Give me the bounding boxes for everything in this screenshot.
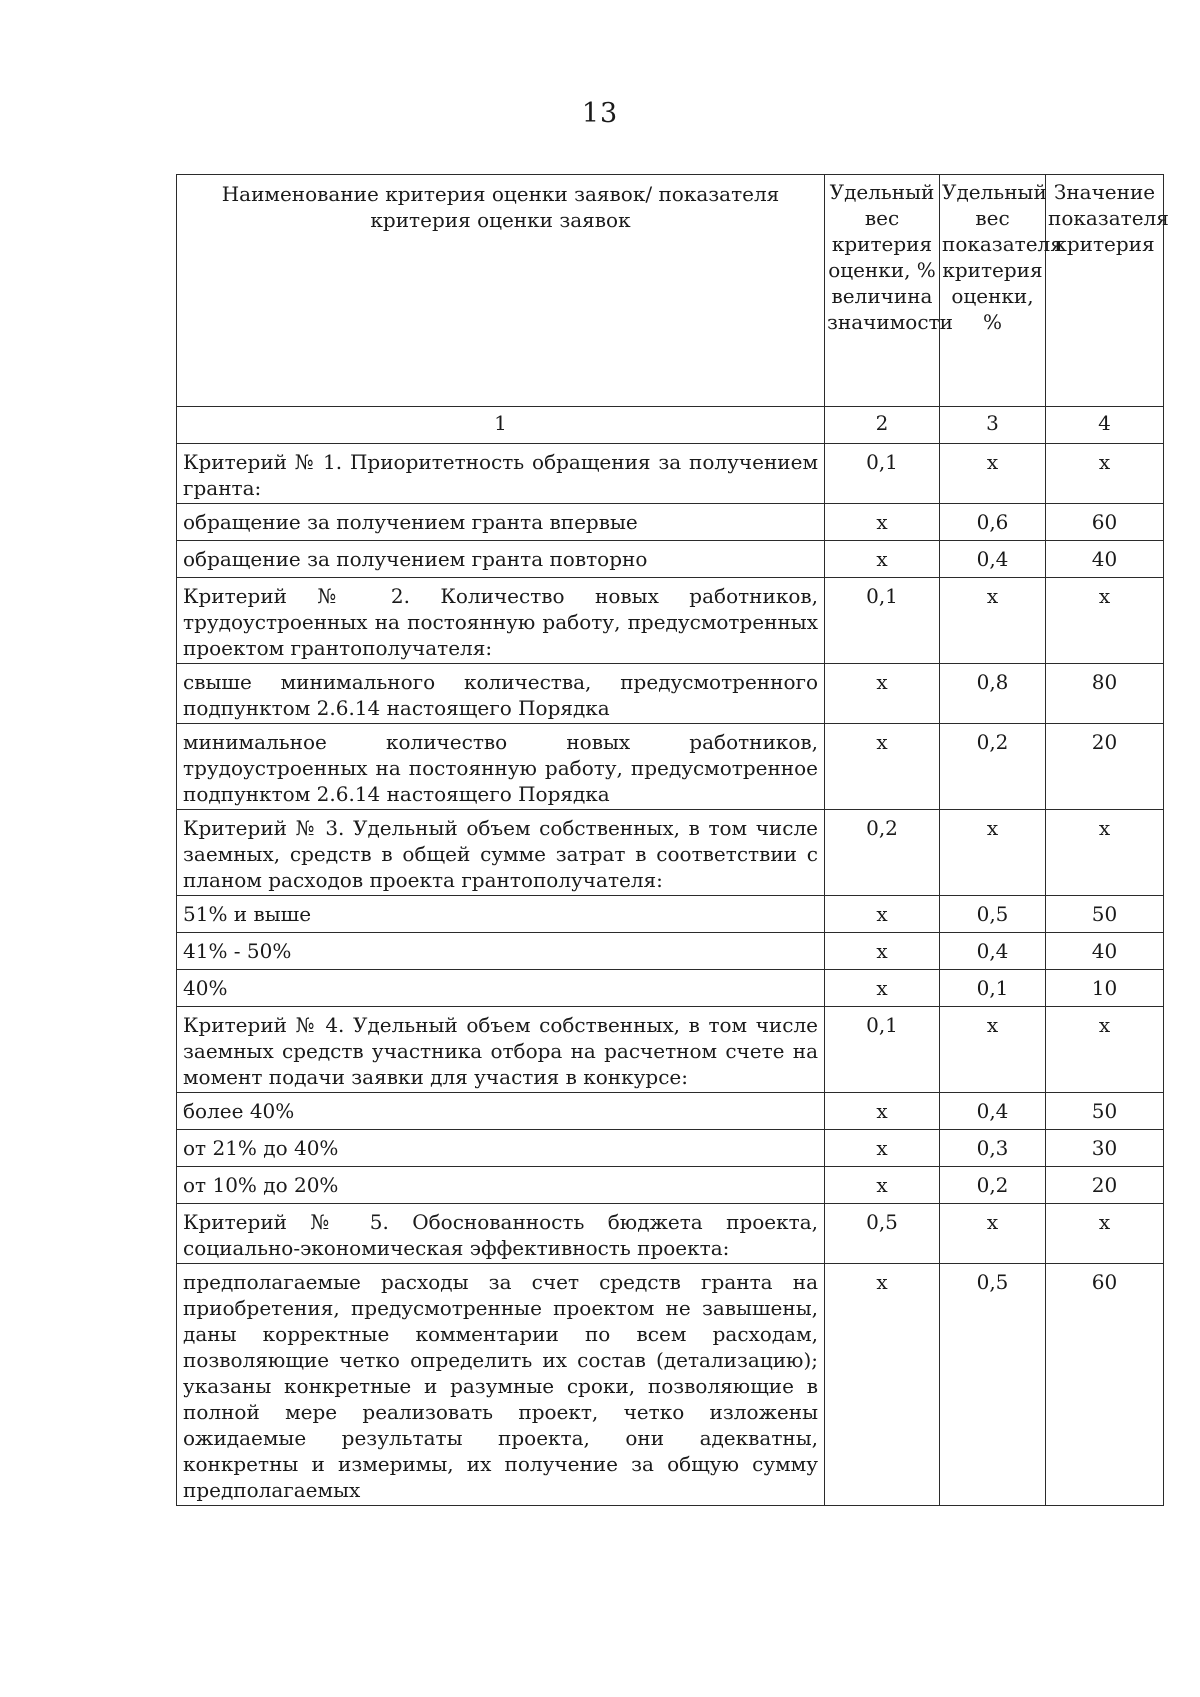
row-criterion-weight: х (825, 541, 940, 578)
row-name: обращение за получением гранта повторно (177, 541, 825, 578)
row-criterion-weight: 0,2 (825, 810, 940, 896)
row-indicator-weight: 0,4 (940, 1093, 1046, 1130)
row-criterion-weight: 0,1 (825, 444, 940, 504)
row-indicator-weight: 0,3 (940, 1130, 1046, 1167)
table-row (177, 664, 1164, 724)
row-name: от 21% до 40% (177, 1130, 825, 1167)
row-criterion-weight: х (825, 1130, 940, 1167)
row-criterion-weight: х (825, 1093, 940, 1130)
table-row (177, 1130, 1164, 1167)
table-row (177, 541, 1164, 578)
row-name: предполагаемые расходы за счет средств гранта на приобретения, предусмотренные проектом не завышены, даны корректные комментарии по всем расходам, позволяющие четко определить их состав (детализацию); указаны конкретные и разумные сроки, позволяющие в полной мере реализовать проект, четко изложены ожидаемые результаты проекта, они адекватны, конкретны и измеримы, их получение за общую сумму предполагаемых (177, 1264, 825, 1506)
row-name: от 10% до 20% (177, 1167, 825, 1204)
table-row (177, 970, 1164, 1007)
row-name: Критерий № 4. Удельный объем собственных, в том числе заемных средств участника отбора на расчетном счете на момент подачи заявки для участия в конкурсе: (177, 1007, 825, 1093)
row-indicator-weight: 0,2 (940, 1167, 1046, 1204)
row-indicator-weight: 0,5 (940, 1264, 1046, 1506)
row-indicator-value: 80 (1046, 664, 1164, 724)
row-indicator-value: 10 (1046, 970, 1164, 1007)
table-row (177, 578, 1164, 664)
table-row (177, 444, 1164, 504)
row-indicator-value: 40 (1046, 541, 1164, 578)
row-name: обращение за получением гранта впервые (177, 504, 825, 541)
header-indicator-weight: Удельный вес показателя критерия оценки, % (940, 175, 1046, 407)
header-indicator-value: Значение показателя критерия (1046, 175, 1164, 407)
row-indicator-value: 50 (1046, 1093, 1164, 1130)
row-criterion-weight: х (825, 1167, 940, 1204)
row-indicator-value: х (1046, 1204, 1164, 1264)
row-criterion-weight: х (825, 724, 940, 810)
row-indicator-weight: 0,5 (940, 896, 1046, 933)
row-indicator-weight: х (940, 810, 1046, 896)
table-row (177, 810, 1164, 896)
column-number: 2 (825, 407, 940, 444)
row-indicator-value: х (1046, 578, 1164, 664)
row-criterion-weight: х (825, 896, 940, 933)
row-indicator-weight: 0,2 (940, 724, 1046, 810)
row-criterion-weight: 0,5 (825, 1204, 940, 1264)
row-indicator-weight: 0,4 (940, 541, 1046, 578)
row-indicator-weight: х (940, 578, 1046, 664)
table-row (177, 1007, 1164, 1093)
table-row (177, 1167, 1164, 1204)
row-indicator-value: х (1046, 810, 1164, 896)
row-name: 41% - 50% (177, 933, 825, 970)
row-indicator-value: х (1046, 1007, 1164, 1093)
table-row (177, 724, 1164, 810)
row-indicator-weight: х (940, 1007, 1046, 1093)
row-criterion-weight: х (825, 970, 940, 1007)
row-indicator-weight: х (940, 1204, 1046, 1264)
row-indicator-value: 20 (1046, 1167, 1164, 1204)
row-indicator-value: 30 (1046, 1130, 1164, 1167)
table-row (177, 504, 1164, 541)
row-name: 40% (177, 970, 825, 1007)
row-indicator-value: 60 (1046, 504, 1164, 541)
row-criterion-weight: х (825, 933, 940, 970)
row-criterion-weight: х (825, 504, 940, 541)
row-criterion-weight: х (825, 664, 940, 724)
row-indicator-weight: 0,1 (940, 970, 1046, 1007)
table-row (177, 1204, 1164, 1264)
column-number: 4 (1046, 407, 1164, 444)
row-criterion-weight: 0,1 (825, 1007, 940, 1093)
row-criterion-weight: 0,1 (825, 578, 940, 664)
table-row (177, 1264, 1164, 1506)
row-name: Критерий № 2. Количество новых работников, трудоустроенных на постоянную работу, предусмотренных проектом грантополучателя: (177, 578, 825, 664)
table-row (177, 1093, 1164, 1130)
row-name: Критерий № 3. Удельный объем собственных, в том числе заемных, средств в общей сумме затрат в соответствии с планом расходов проекта грантополучателя: (177, 810, 825, 896)
row-indicator-weight: 0,8 (940, 664, 1046, 724)
row-name: Критерий № 1. Приоритетность обращения за получением гранта: (177, 444, 825, 504)
row-name: Критерий № 5. Обоснованность бюджета проекта, социально-экономическая эффективность проекта: (177, 1204, 825, 1264)
row-name: минимальное количество новых работников, трудоустроенных на постоянную работу, предусмотренное подпунктом 2.6.14 настоящего Порядка (177, 724, 825, 810)
header-row (177, 175, 1164, 407)
row-criterion-weight: х (825, 1264, 940, 1506)
column-number: 1 (177, 407, 825, 444)
table-row (177, 933, 1164, 970)
row-indicator-value: 60 (1046, 1264, 1164, 1506)
table-body (177, 444, 1164, 1506)
row-indicator-weight: х (940, 444, 1046, 504)
table-row (177, 896, 1164, 933)
row-indicator-value: х (1046, 444, 1164, 504)
column-number-row (177, 407, 1164, 444)
page-number: 13 (581, 98, 619, 129)
row-name: более 40% (177, 1093, 825, 1130)
row-indicator-value: 50 (1046, 896, 1164, 933)
row-indicator-weight: 0,6 (940, 504, 1046, 541)
column-number: 3 (940, 407, 1046, 444)
row-indicator-value: 20 (1046, 724, 1164, 810)
row-indicator-weight: 0,4 (940, 933, 1046, 970)
header-criterion-weight: Удельный вес критерия оценки, % величина значимости (825, 175, 940, 407)
header-criterion-name: Наименование критерия оценки заявок/ показателя критерия оценки заявок (177, 175, 825, 407)
criteria-table (176, 174, 1169, 1506)
row-indicator-value: 40 (1046, 933, 1164, 970)
row-name: 51% и выше (177, 896, 825, 933)
row-name: свыше минимального количества, предусмотренного подпунктом 2.6.14 настоящего Порядка (177, 664, 825, 724)
